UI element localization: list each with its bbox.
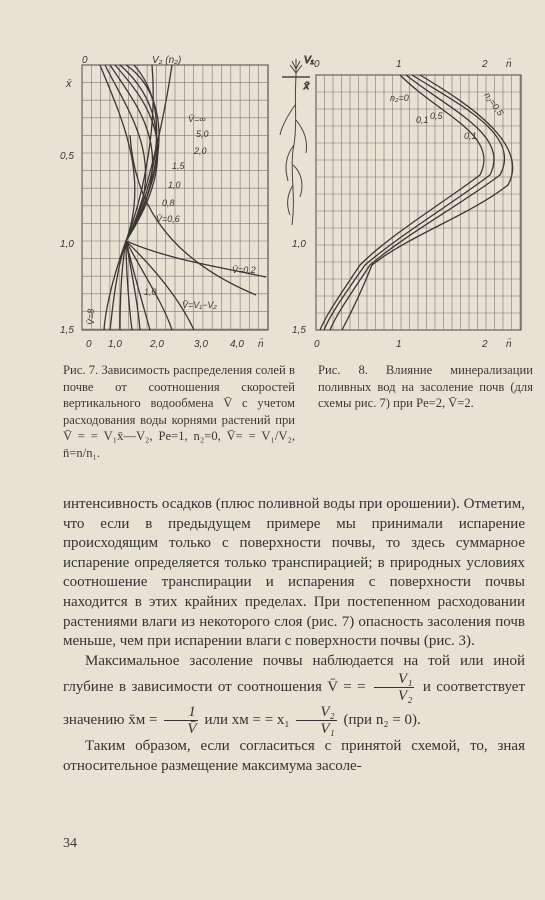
x1-term: = x₁	[264, 712, 290, 729]
fig8-y-tick-0: 1,0	[292, 239, 306, 250]
fig7-curve-label-5: 0,8	[162, 198, 175, 208]
plant-roots-drawing	[280, 55, 314, 225]
fig7-top-v2-label: V₂ (n₂)	[152, 55, 182, 66]
fig7-curve-label-7: V̄=0,2	[232, 265, 256, 275]
fig8-x-tick-1: 1	[396, 339, 402, 350]
fig7-curve-label-8: 1,0	[144, 287, 157, 297]
fig7-curve	[100, 65, 135, 330]
fig7-curve-label-6: V̄=0,6	[156, 214, 180, 224]
fraction-v2-v1	[296, 704, 336, 737]
fraction-numerator: V₂	[296, 704, 336, 721]
plant-v1-label: V₁	[304, 55, 314, 66]
xm-equation: или xм =	[204, 712, 261, 729]
fig7-top-zero: 0	[82, 55, 88, 66]
figure-7	[60, 55, 268, 350]
fig7-curve-label-3: 1,5	[172, 161, 185, 171]
xm-bar-equation: x̄м =	[128, 712, 158, 729]
fraction-denominator: V₁	[320, 721, 335, 738]
fig8-curve-label-2: 0,5	[430, 111, 443, 121]
fig8-x-tick-0: 0	[314, 339, 320, 350]
figure-8	[292, 57, 521, 350]
fig7-x-tick-4: 4,0	[230, 339, 244, 350]
fig8-curve	[330, 75, 505, 330]
paragraph-3: Таким образом, если согласиться с принятой схемой, то, зная относительное размещение максимума засоле-	[63, 738, 525, 774]
figure-7-caption: Рис. 7. Зависимость распределения солей в почве от соотношения скоростей вертикального водообмена V̄ с учетом расходования воды корнями растений при V̄ = = V₁x̄—V₂, Pe=1, n₂=0, V̄= = V₁/V₂, n̄=n/n₁.	[63, 363, 295, 460]
fig7-curve-label-10: V̄=V₁−V₂	[182, 300, 217, 310]
fig8-x-tick-3: n̄	[506, 339, 512, 350]
fig7-x-tick-5: n̄	[258, 339, 264, 350]
fig7-y-label: x̄	[66, 78, 72, 90]
fig7-curve-label-1: 5,0	[196, 129, 209, 139]
fraction-numerator: V₁	[374, 671, 414, 688]
fraction-v1-v2	[374, 671, 414, 704]
fig7-y-tick-0: 0,5	[60, 151, 74, 162]
paragraph-1: интенсивность осадков (плюс поливной воды при орошении). Отметим, что если в предыдущем примере мы принимали испарение происходящим только с поверхности почвы, то здесь суммарное испарение определяется только транспирацией; в природных условиях соотношение транспирации и испарения с поверхности почвы находится в этих крайних пределах. При постепенном расходовании растениями влаги из некоторого слоя (рис. 7) опасность засоления почв меньше, чем при испарении влаги с поверхности почвы (рис. 3).	[63, 496, 525, 650]
fig8-top-zero: 0	[314, 59, 320, 70]
fig8-curve-label-4: 0,1	[464, 131, 477, 141]
paragraph-2-text-e: (при n₂ = 0).	[343, 712, 421, 729]
fig8-curve	[342, 75, 513, 330]
page-number: 34	[63, 836, 77, 851]
fig8-y-tick-1: 1,5	[292, 325, 306, 336]
figure-8-caption: Рис. 8. Влияние минерализации поливных вод на засоление почв (для схемы рис. 7) при Pe=2, V̄=2.	[318, 363, 533, 410]
paragraph-2-text-b: и соответствует значению	[63, 679, 525, 729]
fig8-curve-label-3: n₂=0,5	[482, 90, 506, 118]
eq-sign: =	[357, 679, 366, 696]
fig8-top-nbar: n̄	[506, 59, 512, 70]
fraction-denominator: V₂	[398, 688, 413, 705]
figures-area	[60, 55, 540, 355]
fig7-curve-label-9: V̄=8	[86, 308, 96, 325]
fig7-curve-label-4: 1,0	[168, 180, 181, 190]
vbar-equation: V̄ =	[327, 679, 352, 696]
plant-x-label: x̄	[304, 81, 309, 92]
fig8-curve-label-0: n₂=0	[390, 93, 409, 103]
fraction-one-over-v	[164, 704, 198, 737]
fig8-top-one: 1	[396, 59, 402, 70]
fraction-numerator: 1	[164, 704, 198, 721]
fig7-curve-label-2: 2,0	[194, 146, 207, 156]
fig7-x-tick-1: 1,0	[108, 339, 122, 350]
fig7-x-tick-3: 3,0	[194, 339, 208, 350]
paragraph-2	[63, 652, 525, 738]
fig8-top-two: 2	[482, 59, 488, 70]
fig7-x-tick-0: 0	[86, 339, 92, 350]
fig7-x-tick-2: 2,0	[150, 339, 164, 350]
fig8-curve-label-1: 0,1	[416, 115, 429, 125]
fig8-curve	[324, 75, 494, 330]
fig8-x-tick-2: 2	[482, 339, 488, 350]
body-text	[63, 495, 525, 777]
fig7-curve-label-0: V̄=∞	[188, 114, 206, 124]
fig7-y-tick-2: 1,5	[60, 325, 74, 336]
paragraph-2-text-a: Максимальное засоление почвы наблюдается на той или иной глубине в зависимости от соотношения	[63, 652, 525, 696]
fig7-y-tick-1: 1,0	[60, 239, 74, 250]
fraction-denominator: V̄	[187, 721, 197, 738]
